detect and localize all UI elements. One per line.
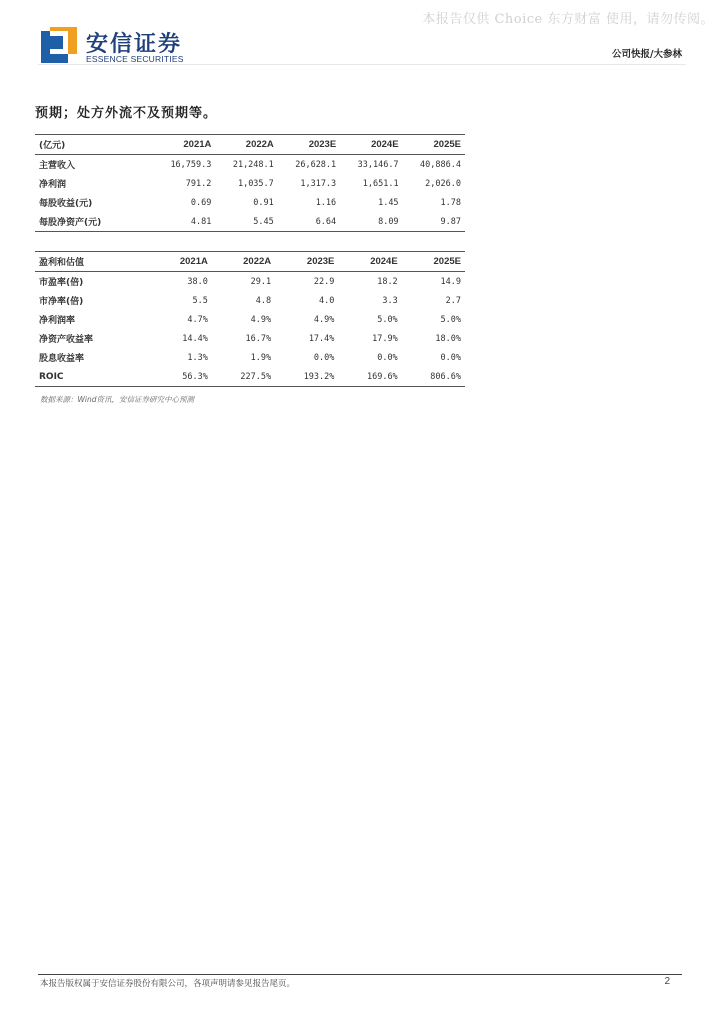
table-cell: 0.0% — [377, 352, 398, 363]
table-cell: 29.1 — [250, 276, 272, 287]
row-label: 每股收益(元) — [39, 199, 93, 209]
table-cell: 5.0% — [440, 314, 461, 325]
table-cell: 0.0% — [440, 352, 461, 363]
table-cell: 16.7% — [245, 333, 272, 344]
table-cell: 56.3% — [153, 367, 212, 387]
table-cell: 2,026.0 — [425, 178, 461, 189]
table-cell: 4.8 — [255, 295, 272, 306]
table-row — [35, 291, 465, 310]
data-source-note: 数据来源：Wind资讯，安信证券研究中心预测 — [40, 395, 195, 404]
table-cell: 14.4% — [182, 333, 208, 344]
row-label: ROIC — [35, 367, 153, 387]
row-label: 市盈率(倍) — [39, 278, 84, 288]
table-cell: 4.7% — [187, 314, 208, 325]
table-row — [35, 272, 465, 292]
table-cell: 17.9% — [372, 333, 398, 344]
essence-logo-icon — [41, 27, 77, 63]
table-cell: 0.69 — [190, 197, 212, 208]
table-cell: 4.0 — [319, 295, 335, 306]
table-cell: 33,146.7 — [357, 159, 399, 170]
table-cell: 1,035.7 — [237, 178, 274, 189]
table-cell: 3.3 — [382, 295, 398, 306]
table-header-cell: 2022A — [212, 252, 275, 272]
valuation-table — [35, 251, 465, 387]
copyright-notice: 本报告版权属于安信证券股份有限公司，各项声明请参见报告尾页。 — [40, 979, 296, 989]
table-row — [35, 212, 465, 232]
table-header-cell: 2024E — [338, 252, 401, 272]
table-cell: 227.5% — [212, 367, 275, 387]
table-cell: 16,759.3 — [170, 159, 212, 170]
brand-name-en: ESSENCE SECURITIES — [86, 54, 184, 64]
table-cell: 806.6% — [402, 367, 465, 387]
table-cell: 193.2% — [275, 367, 338, 387]
row-label: 净利润 — [39, 180, 67, 190]
table-cell: 1.9% — [250, 352, 272, 363]
table-cell: 8.09 — [340, 212, 402, 232]
table-header-cell: 2021A — [153, 135, 215, 155]
table-cell: 1.3% — [187, 352, 208, 363]
table-cell: 2.7 — [445, 295, 461, 306]
table-cell: 169.6% — [338, 367, 401, 387]
table-cell: 0.0% — [313, 352, 335, 363]
table-cell: 791.2 — [185, 178, 212, 189]
table-header-cell: 2025E — [402, 252, 465, 272]
table-cell: 4.9% — [313, 314, 335, 325]
row-label: 市净率(倍) — [39, 297, 84, 307]
table-cell: 6.64 — [278, 212, 340, 232]
financial-summary-table — [35, 134, 465, 232]
table-cell: 5.5 — [192, 295, 208, 306]
table-header-cell: 盈利和估值 — [35, 252, 153, 272]
table-cell: 4.9% — [250, 314, 272, 325]
footer-divider — [38, 974, 682, 975]
table-cell: 1.45 — [378, 197, 399, 208]
table-cell: 5.0% — [377, 314, 398, 325]
table-row — [35, 174, 465, 193]
table-row — [35, 348, 465, 367]
page-number: 2 — [664, 976, 670, 987]
table-header-cell: 2022A — [215, 135, 277, 155]
company-logo — [41, 27, 191, 67]
table-cell: 1,651.1 — [362, 178, 399, 189]
table-cell: 18.0% — [435, 333, 461, 344]
table-cell: 1.16 — [315, 197, 337, 208]
table-header-cell: 2025E — [403, 135, 465, 155]
table-header-cell: 2021A — [153, 252, 212, 272]
table-row — [35, 193, 465, 212]
table-header-cell: (亿元) — [35, 135, 153, 155]
table-header-cell: 2024E — [340, 135, 402, 155]
table-cell: 5.45 — [215, 212, 277, 232]
table-cell: 40,886.4 — [420, 159, 461, 170]
table-row — [35, 329, 465, 348]
table-row — [35, 155, 465, 175]
table-cell: 1.78 — [440, 197, 461, 208]
table-cell: 14.9 — [440, 276, 461, 287]
table-header-cell: 2023E — [278, 135, 340, 155]
table-cell: 38.0 — [187, 276, 208, 287]
table-cell: 21,248.1 — [232, 159, 274, 170]
row-label: 每股净资产(元) — [35, 212, 153, 232]
row-label: 净利润率 — [39, 316, 76, 326]
table-cell: 18.2 — [377, 276, 398, 287]
report-category: 公司快报/大参林 — [612, 49, 682, 60]
table-header-row — [35, 135, 465, 155]
table-cell: 4.81 — [153, 212, 215, 232]
table-cell: 26,628.1 — [295, 159, 337, 170]
table-row — [35, 367, 465, 387]
table-row — [35, 310, 465, 329]
header-divider — [38, 64, 686, 65]
table-cell: 9.87 — [403, 212, 465, 232]
intro-text: 预期；处方外流不及预期等。 — [35, 106, 218, 121]
table-cell: 0.91 — [253, 197, 274, 208]
brand-name-cn: 安信证券 — [86, 32, 183, 57]
row-label: 股息收益率 — [39, 354, 85, 364]
table-cell: 17.4% — [308, 333, 335, 344]
table-cell: 1,317.3 — [300, 178, 337, 189]
table-cell: 22.9 — [313, 276, 335, 287]
row-label: 主营收入 — [39, 161, 76, 171]
table-header-row — [35, 252, 465, 272]
table-header-cell: 2023E — [275, 252, 338, 272]
watermark-text: 本报告仅供 Choice 东方财富 使用，请勿传阅。 — [422, 12, 714, 27]
row-label: 净资产收益率 — [39, 335, 94, 345]
